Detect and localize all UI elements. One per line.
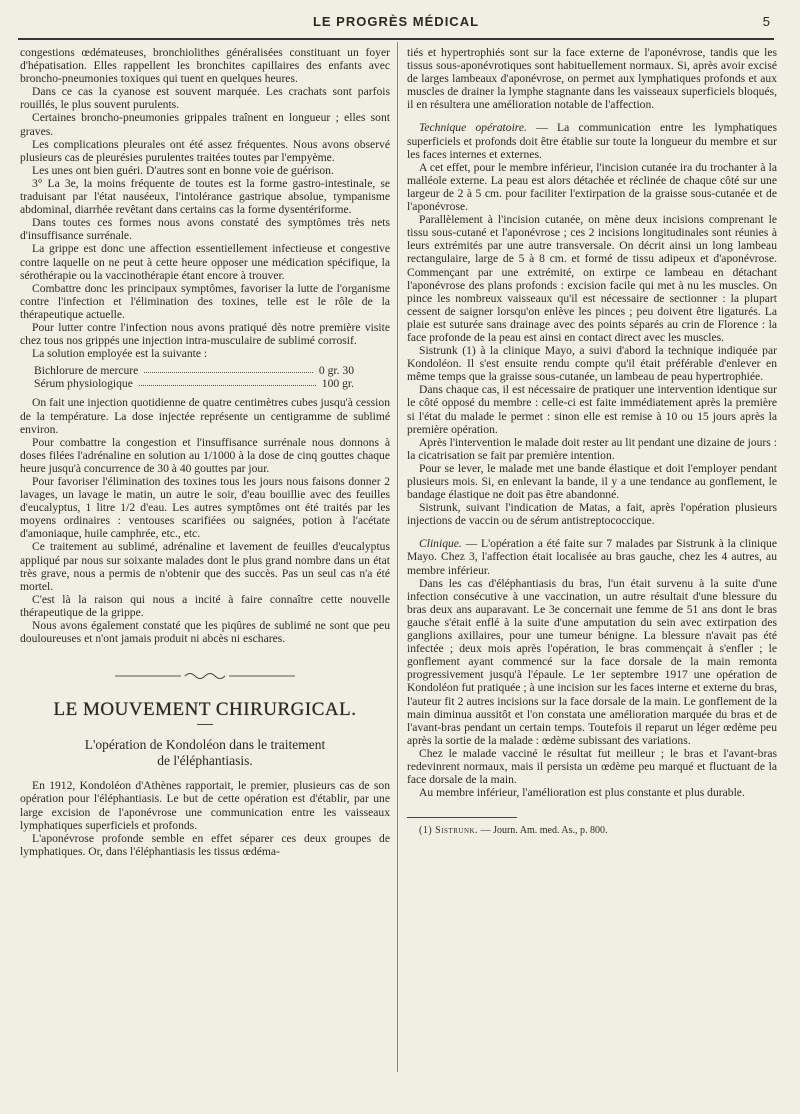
paragraph: Sistrunk, suivant l'indication de Matas, a fait, après l'opération plusieurs injections de vaccin ou de sérum antistreptococcique. xyxy=(407,501,777,528)
footnote-rule xyxy=(407,817,517,818)
paragraph-text: — La communication entre les lymphatiques superficiels et profonds doit être établie sur toute la longueur du membre et sur les faces internes et externes. xyxy=(407,121,777,161)
paragraph: Pour favoriser l'élimination des toxines tous les jours nous faisons donner 2 lavages, un lavage le matin, un autre le soir, d'eau bouillie avec des feuilles d'eucalyptus, 1 litre 1/2 d'eau. Les autres symptômes ont été traités par les moyens ordinaires : ventouses scarifiées ou saignées, potion à l'acétate d'amoniaque, huile camphrée, etc., etc. xyxy=(20,475,390,541)
right-column xyxy=(407,46,777,837)
paragraph-technique xyxy=(407,121,777,160)
paragraph: Au membre inférieur, l'amélioration est plus constante et plus durable. xyxy=(419,786,745,800)
paragraph: Nous avons également constaté que les piqûres de sublimé ne sont que peu douloureuses et n'ont jamais produit ni abcès ni eschares. xyxy=(20,619,390,646)
page-number: 5 xyxy=(762,14,770,29)
article-title xyxy=(20,737,390,769)
paragraph: A cet effet, pour le membre inférieur, l'incision cutanée ira du trochanter à la malléole externe. La peau est alors détachée et réclinée de chaque côté sur une largeur de 2 à 5 cm. pour faciliter l'extirpation de la graisse sous-cutanée et de l'aponévrose. xyxy=(407,160,777,214)
paragraph: Parallèlement à l'incision cutanée, on mène deux incisions comprenant le tissu sous-cutané et l'aponévrose ; ces 2 incisions longitudinales sont réunies à leurs extrémités par une autre transversale. On décrit ainsi un long lambeau rectangulaire, large de 5 à 8 cm. et formé de tissu adipeux et d'aponévrose. Commençant par une extrémité, on extirpe ce lambeau en détachant l'aponévrose des plans profonds : excision facile qui met à nu les muscles. On pince les nombreux vaisseaux qu'il est nécessaire de sectionner : la plupart cessent de saigner lorsqu'on enlève les pinces ; peu doivent être ligaturés. La plaie est suturée sans drainage avec des points séparés au crin de Florence : la face profonde de la peau est ainsi en contact direct avec les muscles. xyxy=(407,213,777,344)
left-column xyxy=(20,46,390,858)
paragraph: Certaines broncho-pneumonies grippales traînent en longueur ; elles sont graves. xyxy=(20,111,390,138)
column-divider xyxy=(397,42,398,1072)
subheading-technique: Technique opératoire. xyxy=(419,121,527,135)
paragraph: Combattre donc les principaux symptômes, favoriser la lutte de l'organisme contre l'infection et l'élimination des toxines, telle est le rôle de la thérapeutique actuelle. xyxy=(20,281,390,321)
prescription-line xyxy=(34,377,354,390)
subheading-clinique: Clinique. xyxy=(419,537,462,551)
ingredient-dose: 0 gr. 30 xyxy=(318,364,354,378)
journal-title: LE PROGRÈS MÉDICAL xyxy=(312,14,480,29)
paragraph-clinique xyxy=(407,537,777,576)
prescription-line xyxy=(34,364,354,377)
paragraph: Les complications pleurales ont été assez fréquentes. Nous avons observé plusieurs cas de pleurésies purulentes traitées toutes par l'empyème. xyxy=(20,137,390,164)
paragraph: La grippe est donc une affection essentiellement infectieuse et congestive contre laquelle on ne peut à cette heure opposer une médication spécifique, la sérothérapie ou la vaccinothérapie étant encore à trouver. xyxy=(20,242,390,282)
paragraph: Chez le malade vacciné le résultat fut meilleur ; le bras et l'avant-bras redevinrent normaux, mais il persista un œdème peu marqué et fluctuant de la face dorsale de la main. xyxy=(407,746,777,787)
leader-dots xyxy=(139,377,316,386)
paragraph: Dans toutes ces formes nous avons constaté des symptômes très nets d'insuffisance surrénale. xyxy=(20,216,390,243)
paragraph: En 1912, Kondoléon d'Athènes rapportait, le premier, plusieurs cas de son opération pour l'éléphantiasis. Le but de cette opération est d'établir, par une large excision de l'aponévrose une communication entre les vaisseaux lymphatiques superficiels et profonds. xyxy=(20,779,390,832)
ingredient-name: Sérum physiologique xyxy=(34,377,133,391)
paragraph: Dans les cas d'éléphantiasis du bras, l'un était survenu à la suite d'une infection consécutive à une vaccination, un autre résultait d'une blessure du bras deux ans auparavant. Le 3e concernait une femme de 51 ans dont le bras gauche s'était enflé à la suite d'une amputation du sein avec extirpation des ganglions axillaires, pour une tumeur bénigne. La blessure n'avait pas été infectée ; deux mois après l'opération, le bras commençait à s'enfler ; le gonflement ayant commencé sur la face dorsale de la main remonta progressivement jusqu'à l'épaule. Le 1er septembre 1917 une opération de Kondoléon fut pratiquée ; à une incision sur les faces interne et externe du bras, l'auteur fit 2 autres incisions sur la face dorsale de la main. Le gonflement de la main diminua aussitôt et l'on constata une amélioration marquée du bras et de l'avant-bras pendant un certain temps. Toutefois il reparut un léger œdème peu après la sortie de la malade : œdème subissant des variations. xyxy=(407,576,777,747)
heading-rule xyxy=(197,724,213,725)
leader-dots xyxy=(144,364,313,373)
paragraph: La solution employée est la suivante : xyxy=(32,347,208,361)
paragraph: 3° La 3e, la moins fréquente de toutes est la forme gastro-intestinale, se traduisant par l'état nauséeux, l'intolérance gastrique absolue, tympanisme abdominal, diarrhée revêtant dans certains cas la forme dysentériforme. xyxy=(20,176,390,217)
paragraph: L'aponévrose profonde semble en effet séparer ces deux groupes de lymphatiques. Or, dans l'éléphantiasis les tissus œdéma- xyxy=(20,831,390,858)
paragraph: Pour se lever, le malade met une bande élastique et doit l'employer pendant plusieurs mois. Si, en enlevant la bande, il y a une tendance au gonflement, le bandage élastique ne doit pas être abandonné. xyxy=(407,461,777,502)
article-title-line: L'opération de Kondoléon dans le traitement xyxy=(84,737,326,753)
section-ornament-divider xyxy=(115,671,295,681)
paragraph: tiés et hypertrophiés sont sur la face externe de l'aponévrose, tandis que les tissus sous-aponévrotiques sont habituellement normaux. Si, après avoir excisé de larges lambeaux d'aponévrose, on permet aux lymphatiques profonds et aux muscles de drainer la lymphe stagnante dans les vaisseaux superficiels bloqués, il en résultera une amélioration notable de l'affection. xyxy=(407,46,777,112)
footnote xyxy=(407,824,777,837)
paragraph: Les unes ont bien guéri. D'autres sont en bonne voie de guérison. xyxy=(32,163,334,177)
footnote-reference: — Journ. Am. med. As., p. 800. xyxy=(478,825,608,837)
prescription xyxy=(34,364,354,390)
paragraph-text: — L'opération a été faite sur 7 malades par Sistrunk à la clinique Mayo. Chez 3, l'affection était localisée au bras gauche, chez les 4 autres, au membre inférieur. xyxy=(407,537,777,577)
paragraph: Ce traitement au sublimé, adrénaline et lavement de feuilles d'eucalyptus appliqué par nous sur soixante malades dont le plus grand nombre dans un état très grave, nous a permis de n'obtenir que des succès. Pas un seul cas n'a été mortel. xyxy=(20,540,390,593)
paragraph: On fait une injection quotidienne de quatre centimètres cubes jusqu'à cession de la température. La dose injectée représente un centigramme de sublimé environ. xyxy=(20,396,390,436)
section-heading: LE MOUVEMENT CHIRURGICAL. xyxy=(53,699,357,721)
paragraph: C'est là la raison qui nous a incité à faire connaître cette nouvelle thérapeutique de la grippe. xyxy=(20,592,390,619)
paragraph: Après l'intervention le malade doit rester au lit pendant une dizaine de jours : la cicatrisation se fait par première intention. xyxy=(407,435,777,462)
page-header xyxy=(18,12,774,40)
paragraph: Dans ce cas la cyanose est souvent marquée. Les crachats sont parfois rouillés, le plus souvent purulents. xyxy=(20,85,390,112)
paragraph: Pour lutter contre l'infection nous avons pratiqué dès notre première visite chez tous nos grippés une injection intra-musculaire de sublimé corrosif. xyxy=(20,320,390,348)
ingredient-dose: 100 gr. xyxy=(321,377,354,391)
paragraph: Dans chaque cas, il est nécessaire de pratiquer une intervention identique sur le côté opposé du membre : celle-ci est faite immédiatement après la première si l'état du malade le permet : sinon elle est remise à 10 ou 15 jours après la première opération. xyxy=(407,383,777,436)
ingredient-name: Bichlorure de mercure xyxy=(34,364,139,378)
article-title-line: de l'éléphantiasis. xyxy=(157,753,253,769)
paragraph: Pour combattre la congestion et l'insuffisance surrénale nous donnons à doses filées l'adrénaline en solution au 1/1000 à la dose de cinq gouttes chaque heure jusqu'à concurrence de 30 à 40 gouttes par jour. xyxy=(20,435,390,475)
paragraph: congestions œdémateuses, bronchiolithes généralisées constituant un foyer d'hépatisation. Elles rappellent les bronchites capillaires des enfants avec broncho-pneumonies toxiques qui tuent en quelques heures. xyxy=(20,46,390,86)
paragraph: Sistrunk (1) à la clinique Mayo, a suivi d'abord la technique indiquée par Kondoléon. Il s'est ensuite rendu compte qu'il était préférable d'enlever en même temps que la graisse sous-cutanée, un lambeau de peau hypertrophiée. xyxy=(407,344,777,384)
footnote-author: (1) Sistrunk. xyxy=(419,825,479,837)
